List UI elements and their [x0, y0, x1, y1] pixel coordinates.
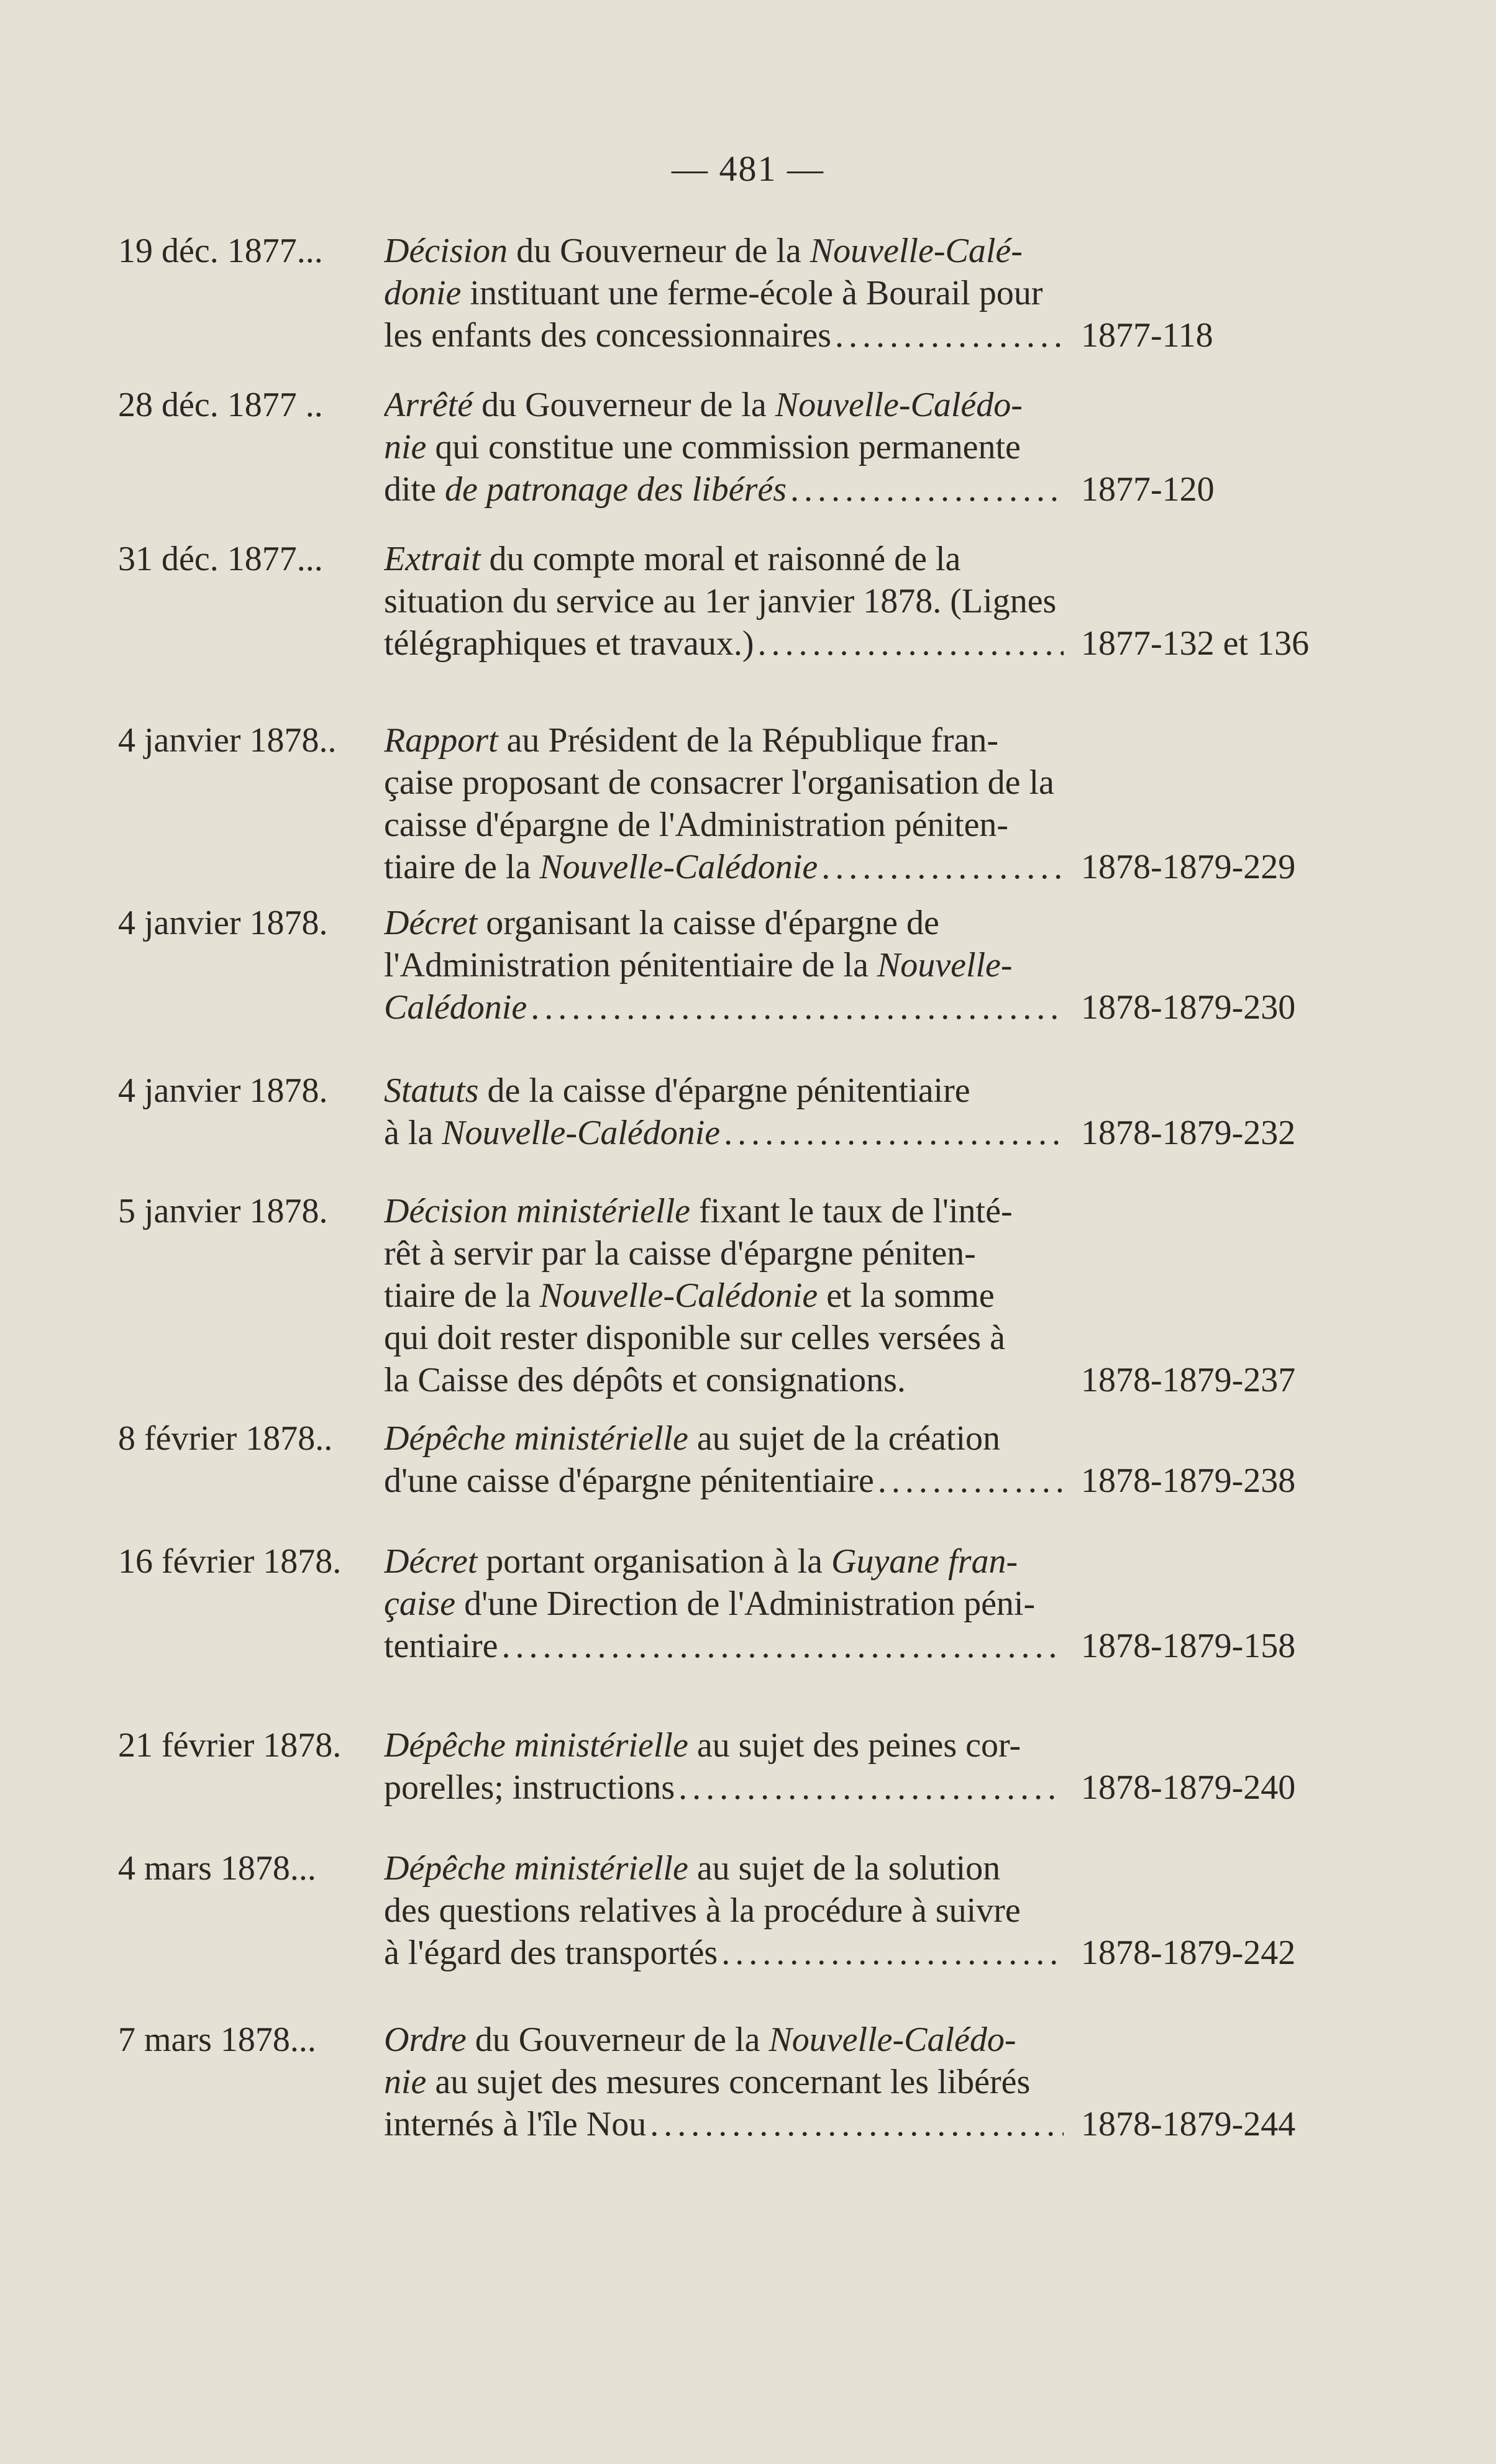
line-text	[384, 2063, 1030, 2101]
line-text	[384, 1071, 970, 1110]
line-text	[384, 946, 1013, 984]
entry-reference: 1878-1879-229	[1081, 848, 1296, 886]
entry-description	[384, 1417, 1067, 1502]
text-run: au Président de la République fran-	[498, 721, 999, 760]
text-run: situation du service au 1er janvier 1878. (Lignes	[384, 582, 1057, 621]
text-run: les enfants des concessionnaires	[384, 316, 831, 355]
description-line	[384, 846, 1067, 888]
dot-leader	[678, 1766, 1064, 1809]
description-line	[384, 1190, 1067, 1232]
description-line	[384, 902, 1067, 944]
dot-leader	[758, 622, 1064, 665]
text-run: organisant la caisse d'épargne de	[477, 904, 939, 942]
italic-text: Extrait	[384, 540, 481, 578]
text-run: à la	[384, 1114, 442, 1152]
line-text	[384, 986, 527, 1029]
italic-text: Nouvelle-Calédonie	[539, 848, 818, 886]
dot-leader	[501, 1625, 1064, 1667]
text-run: l'Administration pénitentiaire de la	[384, 946, 877, 984]
entry-date: 16 février 1878.	[118, 1542, 342, 1581]
entry-reference: 1878-1879-237	[1081, 1361, 1296, 1399]
dot-leader	[650, 2103, 1064, 2145]
entry-date: 21 février 1878.	[118, 1726, 342, 1765]
description-line	[384, 1724, 1067, 1766]
entry-description	[384, 384, 1067, 511]
description-line	[384, 1540, 1067, 1583]
page-number: — 481 —	[672, 148, 824, 189]
text-run: au sujet de la solution	[688, 1849, 1001, 1888]
italic-text: nie	[384, 2063, 427, 2101]
description-line	[384, 1359, 1067, 1401]
italic-text: Dépêche ministérielle	[384, 1849, 688, 1888]
entry-description	[384, 230, 1067, 357]
italic-text: Rapport	[384, 721, 498, 760]
italic-text: Décision ministérielle	[384, 1192, 691, 1230]
text-run: à l'égard des transportés	[384, 1934, 718, 1972]
text-run: des questions relatives à la procédure à suivre	[384, 1891, 1021, 1930]
line-text	[384, 721, 998, 760]
entry-reference: 1878-1879-238	[1081, 1462, 1296, 1500]
entry-date: 28 déc. 1877 ..	[118, 386, 323, 424]
line-text	[384, 1419, 1000, 1458]
line-text	[384, 582, 1056, 621]
description-line	[384, 580, 1067, 622]
entry-reference: 1878-1879-242	[1081, 1934, 1296, 1972]
description-line	[384, 1847, 1067, 1889]
text-run: internés à l'île Nou	[384, 2105, 647, 2143]
entry-description	[384, 538, 1067, 665]
description-line	[384, 314, 1067, 357]
italic-text: Nouvelle-Calé-	[810, 232, 1023, 270]
entry-description	[384, 1847, 1067, 1974]
text-run: dite	[384, 470, 445, 509]
description-line	[384, 1889, 1067, 1932]
text-run: la Caisse des dépôts et consignations.	[384, 1361, 906, 1399]
text-run: de la caisse d'épargne pénitentiaire	[478, 1071, 970, 1110]
italic-text: çaise	[384, 1584, 456, 1623]
line-text	[384, 622, 754, 665]
italic-text: Nouvelle-Calédonie	[442, 1114, 721, 1152]
italic-text: de patronage des libérés	[444, 470, 787, 509]
line-text	[384, 314, 831, 357]
line-text	[384, 2103, 646, 2145]
italic-text: Dépêche ministérielle	[384, 1419, 688, 1458]
entry-description	[384, 2019, 1067, 2145]
description-line	[384, 2061, 1067, 2103]
entry-reference: 1877-118	[1081, 316, 1213, 355]
entry-description	[384, 902, 1067, 1029]
line-text	[384, 428, 1021, 466]
line-text	[384, 468, 787, 511]
line-text	[384, 1932, 718, 1974]
entry-date: 4 janvier 1878..	[118, 721, 337, 760]
description-line	[384, 1232, 1067, 1275]
entry-date: 4 janvier 1878.	[118, 1071, 328, 1110]
description-line	[384, 1625, 1067, 1667]
italic-text: Nouvelle-Calédo-	[775, 386, 1023, 424]
line-text	[384, 1192, 1013, 1230]
line-text	[384, 1460, 874, 1502]
text-run: du Gouverneur de la	[466, 2021, 769, 2059]
entry-reference: 1878-1879-240	[1081, 1768, 1296, 1807]
text-run: au sujet des peines cor-	[688, 1726, 1021, 1765]
description-line	[384, 1317, 1067, 1359]
text-run: d'une caisse d'épargne pénitentiaire	[384, 1462, 874, 1500]
italic-text: Dépêche ministérielle	[384, 1726, 688, 1765]
entry-description	[384, 1190, 1067, 1401]
entry-description	[384, 1724, 1067, 1809]
description-line	[384, 272, 1067, 314]
line-text	[384, 1542, 1018, 1581]
description-line	[384, 719, 1067, 761]
entry-reference: 1877-132 et 136	[1081, 624, 1310, 663]
line-text	[384, 274, 1043, 312]
description-line	[384, 2019, 1067, 2061]
entry-reference: 1877-120	[1081, 470, 1215, 509]
description-line	[384, 1932, 1067, 1974]
italic-text: nie	[384, 428, 427, 466]
text-run: du Gouverneur de la	[508, 232, 810, 270]
description-line	[384, 538, 1067, 580]
text-run: et la somme	[818, 1276, 995, 1315]
dot-leader	[835, 314, 1064, 357]
entry-date: 5 janvier 1878.	[118, 1192, 328, 1230]
description-line	[384, 2103, 1067, 2145]
entry-date: 4 janvier 1878.	[118, 904, 328, 942]
entry-description	[384, 719, 1067, 888]
italic-text: Guyane fran-	[831, 1542, 1018, 1581]
text-run: tentiaire	[384, 1627, 498, 1665]
line-text	[384, 846, 818, 888]
line-text	[384, 2021, 1016, 2059]
entry-reference: 1878-1879-244	[1081, 2105, 1296, 2143]
text-run: qui doit rester disponible sur celles versées à	[384, 1319, 1005, 1357]
text-run: télégraphiques et travaux.)	[384, 624, 754, 663]
text-run: au sujet de la création	[688, 1419, 1001, 1458]
entry-date: 31 déc. 1877...	[118, 540, 323, 578]
description-line	[384, 1417, 1067, 1460]
italic-text: Nouvelle-Calédonie	[539, 1276, 818, 1315]
text-run: du Gouverneur de la	[473, 386, 775, 424]
line-text	[384, 1234, 976, 1273]
line-text	[384, 1726, 1021, 1765]
dot-leader	[531, 986, 1064, 1029]
line-text	[384, 1112, 720, 1154]
dot-leader	[721, 1932, 1064, 1974]
line-text	[384, 386, 1023, 424]
text-run: rêt à servir par la caisse d'épargne péniten-	[384, 1234, 976, 1273]
italic-text: Ordre	[384, 2021, 467, 2059]
italic-text: Décret	[384, 1542, 478, 1581]
description-line	[384, 1275, 1067, 1317]
text-run: tiaire de la	[384, 848, 540, 886]
line-text	[384, 1766, 675, 1809]
entry-reference: 1878-1879-230	[1081, 988, 1296, 1027]
text-run: qui constitue une commission permanente	[426, 428, 1021, 466]
dot-leader	[724, 1112, 1064, 1154]
line-text	[384, 232, 1023, 270]
line-text	[384, 1359, 906, 1401]
entry-date: 4 mars 1878...	[118, 1849, 316, 1888]
description-line	[384, 1583, 1067, 1625]
line-text	[384, 1625, 498, 1667]
entry-date: 19 déc. 1877...	[118, 232, 323, 270]
line-text	[384, 1276, 995, 1315]
line-text	[384, 763, 1054, 802]
italic-text: Statuts	[384, 1071, 479, 1110]
line-text	[384, 540, 960, 578]
italic-text: donie	[384, 274, 462, 312]
description-line	[384, 986, 1067, 1029]
entry-date: 7 mars 1878...	[118, 2021, 316, 2059]
italic-text: Nouvelle-	[877, 946, 1013, 984]
dot-leader	[790, 468, 1064, 511]
description-line	[384, 1112, 1067, 1154]
dot-leader	[821, 846, 1064, 888]
description-line	[384, 426, 1067, 468]
description-line	[384, 761, 1067, 804]
description-line	[384, 1070, 1067, 1112]
entry-reference: 1878-1879-232	[1081, 1114, 1296, 1152]
text-run: caisse d'épargne de l'Administration péniten-	[384, 806, 1009, 844]
description-line	[384, 1460, 1067, 1502]
text-run: portant organisation à la	[477, 1542, 831, 1581]
description-line	[384, 230, 1067, 272]
description-line	[384, 804, 1067, 846]
description-line	[384, 622, 1067, 665]
entry-description	[384, 1540, 1067, 1667]
text-run: tiaire de la	[384, 1276, 540, 1315]
description-line	[384, 468, 1067, 511]
italic-text: Décret	[384, 904, 478, 942]
line-text	[384, 806, 1008, 844]
entry-description	[384, 1070, 1067, 1154]
line-text	[384, 1584, 1035, 1623]
description-line	[384, 384, 1067, 426]
entry-reference: 1878-1879-158	[1081, 1627, 1296, 1665]
text-run: fixant le taux de l'inté-	[690, 1192, 1013, 1230]
line-text	[384, 1849, 1000, 1888]
italic-text: Décision	[384, 232, 508, 270]
text-run: d'une Direction de l'Administration péni-	[455, 1584, 1036, 1623]
italic-text: Calédonie	[384, 988, 527, 1027]
text-run: porelles; instructions	[384, 1768, 675, 1807]
description-line	[384, 944, 1067, 986]
italic-text: Arrêté	[384, 386, 473, 424]
text-run: du compte moral et raisonné de la	[480, 540, 961, 578]
text-run: çaise proposant de consacrer l'organisation de la	[384, 763, 1054, 802]
italic-text: Nouvelle-Calédo-	[769, 2021, 1016, 2059]
description-line	[384, 1766, 1067, 1809]
text-run: au sujet des mesures concernant les libérés	[426, 2063, 1031, 2101]
text-run: instituant une ferme-école à Bourail pour	[461, 274, 1043, 312]
entry-date: 8 février 1878..	[118, 1419, 333, 1458]
line-text	[384, 1319, 1005, 1357]
line-text	[384, 1891, 1021, 1930]
dot-leader	[878, 1460, 1064, 1502]
line-text	[384, 904, 939, 942]
